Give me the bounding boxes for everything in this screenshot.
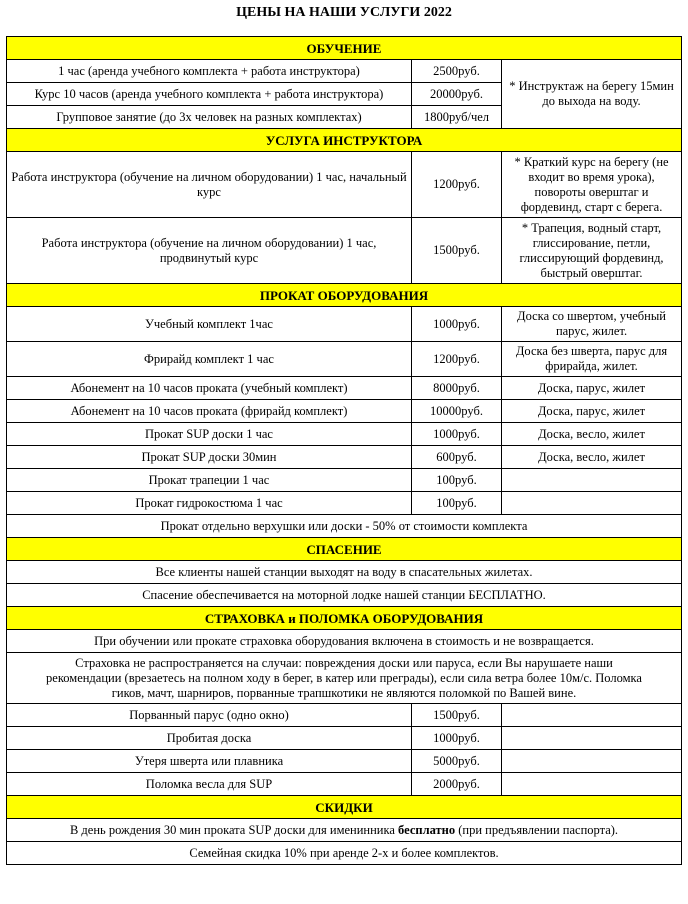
service-name: Работа инструктора (обучение на личном оборудовании) 1 час, продвинутый курс (7, 218, 412, 284)
birthday-discount (7, 819, 682, 842)
family-discount: Семейная скидка 10% при аренде 2-х и более комплектов. (7, 842, 682, 865)
insurance-exclusions: Страховка не распространяется на случаи: повреждения доски или паруса, если Вы нарушаете наши рекомендации (врезаетесь на полном ходу в берег, в катер или преграды), если сила ветра более 10м/с. Поломка гиков, мачт, шарниров, порванные трапшкотики не являются поломкой по Вашей вине. (7, 653, 682, 704)
damage-price: 1000руб. (412, 727, 502, 750)
section-header-rescue: СПАСЕНИЕ (7, 538, 682, 561)
service-name: Абонемент на 10 часов проката (учебный комплект) (7, 377, 412, 400)
rental-footer-note: Прокат отдельно верхушки или доски - 50% от стоимости комплекта (7, 515, 682, 538)
service-price: 100руб. (412, 492, 502, 515)
section-header-discounts: СКИДКИ (7, 796, 682, 819)
service-price: 1000руб. (412, 307, 502, 342)
section-header-insurance: СТРАХОВКА и ПОЛОМКА ОБОРУДОВАНИЯ (7, 607, 682, 630)
service-price: 1200руб. (412, 342, 502, 377)
service-note (502, 469, 682, 492)
service-name: Групповое занятие (до 3х человек на разных комплектах) (7, 106, 412, 129)
damage-name: Поломка весла для SUP (7, 773, 412, 796)
service-price: 8000руб. (412, 377, 502, 400)
service-price: 1200руб. (412, 152, 502, 218)
service-note: * Краткий курс на берегу (не входит во время урока), повороты оверштаг и фордевинд, старт с берега. (502, 152, 682, 218)
service-price: 1800руб/чел (412, 106, 502, 129)
section-header-training: ОБУЧЕНИЕ (7, 37, 682, 60)
service-name: Фрирайд комплект 1 час (7, 342, 412, 377)
service-price: 1500руб. (412, 218, 502, 284)
service-name: Прокат гидрокостюма 1 час (7, 492, 412, 515)
price-table (6, 36, 682, 865)
section-header-instructor: УСЛУГА ИНСТРУКТОРА (7, 129, 682, 152)
rescue-note: Все клиенты нашей станции выходят на воду в спасательных жилетах. (7, 561, 682, 584)
damage-price: 5000руб. (412, 750, 502, 773)
service-note: Доска, парус, жилет (502, 400, 682, 423)
service-price: 20000руб. (412, 83, 502, 106)
damage-name: Порванный парус (одно окно) (7, 704, 412, 727)
insurance-note: При обучении или прокате страховка оборудования включена в стоимость и не возвращается. (7, 630, 682, 653)
service-note: * Инструктаж на берегу 15мин до выхода на воду. (502, 60, 682, 129)
damage-price: 1500руб. (412, 704, 502, 727)
service-name: 1 час (аренда учебного комплекта + работа инструктора) (7, 60, 412, 83)
service-note: * Трапеция, водный старт, глиссирование, петли, глиссирующий фордевинд, быстрый оверштаг. (502, 218, 682, 284)
service-name: Прокат SUP доски 1 час (7, 423, 412, 446)
service-note: Доска, парус, жилет (502, 377, 682, 400)
service-price: 2500руб. (412, 60, 502, 83)
damage-name: Утеря шверта или плавника (7, 750, 412, 773)
service-name: Прокат SUP доски 30мин (7, 446, 412, 469)
service-name: Абонемент на 10 часов проката (фрирайд комплект) (7, 400, 412, 423)
service-note: Доска, весло, жилет (502, 423, 682, 446)
service-price: 600руб. (412, 446, 502, 469)
section-header-rental: ПРОКАТ ОБОРУДОВАНИЯ (7, 284, 682, 307)
rescue-note: Спасение обеспечивается на моторной лодке нашей станции БЕСПЛАТНО. (7, 584, 682, 607)
service-name: Прокат трапеции 1 час (7, 469, 412, 492)
service-name: Учебный комплект 1час (7, 307, 412, 342)
page-title: ЦЕНЫ НА НАШИ УСЛУГИ 2022 (236, 5, 452, 20)
service-name: Курс 10 часов (аренда учебного комплекта + работа инструктора) (7, 83, 412, 106)
service-note (502, 492, 682, 515)
service-note: Доска без шверта, парус для фрирайда, жилет. (502, 342, 682, 377)
service-note: Доска со швертом, учебный парус, жилет. (502, 307, 682, 342)
service-price: 1000руб. (412, 423, 502, 446)
service-price: 10000руб. (412, 400, 502, 423)
service-price: 100руб. (412, 469, 502, 492)
birthday-text: В день рождения 30 мин проката SUP доски для именинника (69, 822, 399, 837)
service-name: Работа инструктора (обучение на личном оборудовании) 1 час, начальный курс (7, 152, 412, 218)
damage-price: 2000руб. (412, 773, 502, 796)
birthday-text-end: (при предъявлении паспорта). (455, 822, 619, 837)
service-note: Доска, весло, жилет (502, 446, 682, 469)
birthday-free: бесплатно (398, 822, 456, 837)
damage-name: Пробитая доска (7, 727, 412, 750)
